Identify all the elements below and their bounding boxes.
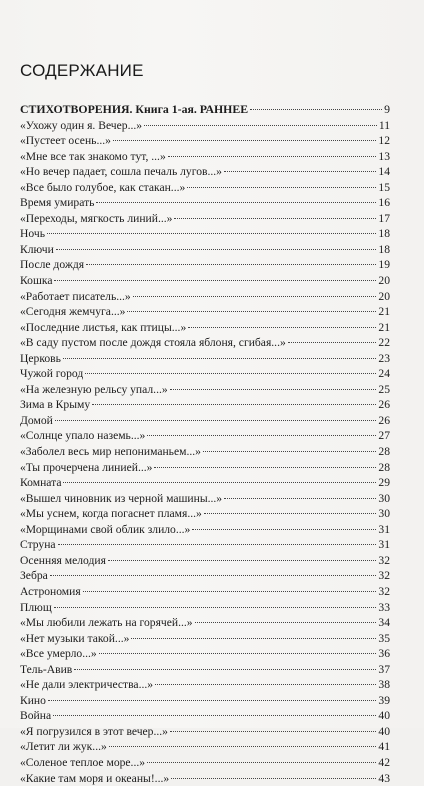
- dot-leader: [108, 560, 376, 561]
- toc-entry-page-number: 31: [378, 522, 390, 536]
- toc-entry: [20, 693, 390, 709]
- dot-leader: [147, 762, 376, 763]
- toc-entry: [20, 164, 390, 180]
- toc-entry-page-number: 18: [378, 227, 390, 241]
- toc-section-heading: [20, 102, 390, 118]
- toc-entry-title: «Ухожу один я. Вечер...»: [20, 118, 143, 132]
- toc-entry-page-number: 15: [378, 180, 390, 194]
- dot-leader: [188, 327, 376, 328]
- toc-entry: [20, 397, 390, 413]
- toc-entry-title: «Пустеет осень...»: [20, 134, 111, 148]
- toc-entry: [20, 491, 390, 507]
- toc-entry: [20, 460, 390, 476]
- toc-entry: [20, 289, 390, 305]
- dot-leader: [171, 778, 376, 779]
- toc-entry: [20, 304, 390, 320]
- dot-leader: [58, 544, 377, 545]
- toc-entry-title: «Солнце упало наземь...»: [20, 429, 146, 443]
- toc-entry-title: «Сегодня жемчуга...»: [20, 305, 126, 319]
- toc-entry-page-number: 12: [378, 134, 390, 148]
- dot-leader: [113, 140, 376, 141]
- toc-entry-page-number: 38: [378, 678, 390, 692]
- dot-leader: [170, 389, 377, 390]
- toc-entry: [20, 615, 390, 631]
- toc-entry: [20, 273, 390, 289]
- toc-entry-title: «Мне все так знакомо тут, ...»: [20, 149, 166, 163]
- dot-leader: [83, 591, 377, 592]
- toc-entry-page-number: 21: [378, 305, 390, 319]
- toc-entry-title: «Последние листья, как птицы...»: [20, 320, 187, 334]
- toc-entry-page-number: 32: [378, 553, 390, 567]
- dot-leader: [96, 202, 376, 203]
- toc-entry-page-number: 28: [378, 445, 390, 459]
- toc-entry-title: «Мы любили лежать на горячей...»: [20, 616, 193, 630]
- dot-leader: [224, 498, 376, 499]
- toc-entry: [20, 226, 390, 242]
- toc-entry-page-number: 11: [378, 118, 390, 132]
- toc-entry: [20, 428, 390, 444]
- toc-entry-page-number: 23: [378, 351, 390, 365]
- toc-entry: [20, 584, 390, 600]
- toc-entry: [20, 662, 390, 678]
- toc-entry-page-number: 43: [378, 771, 390, 785]
- toc-entry-page-number: 18: [378, 242, 390, 256]
- toc-entry-page-number: 29: [378, 476, 390, 490]
- toc-entry-title: «Я погрузился в этот вечер...»: [20, 724, 168, 738]
- dot-leader: [288, 342, 377, 343]
- toc-entry-page-number: 31: [378, 538, 390, 552]
- toc-entry-page-number: 26: [378, 398, 390, 412]
- toc-entry-title: «Заболел весь мир непониманьем...»: [20, 445, 201, 459]
- dot-leader: [203, 451, 376, 452]
- page-title: СОДЕРЖАНИЕ: [20, 61, 144, 80]
- dot-leader: [170, 731, 376, 732]
- toc-entry-title: «Все было голубое, как стакан...»: [20, 180, 186, 194]
- toc-entry-page-number: 33: [378, 600, 390, 614]
- toc-entry-title: «Переходы, мягкость линий...»: [20, 211, 173, 225]
- dot-leader: [109, 746, 377, 747]
- toc-entry-title: Домой: [20, 413, 53, 427]
- toc-entry-page-number: 35: [378, 631, 390, 645]
- toc-entry-title: «Работает писатель...»: [20, 289, 131, 303]
- toc-entry: [20, 739, 390, 755]
- toc-entry: [20, 537, 390, 553]
- toc-entry-title: Кошка: [20, 274, 53, 288]
- toc-entry-title: Кино: [20, 693, 46, 707]
- toc-entry-title: Время умирать: [20, 196, 95, 210]
- toc-entry-page-number: 9: [384, 102, 390, 116]
- toc-entry: [20, 257, 390, 273]
- toc-entry-page-number: 40: [378, 724, 390, 738]
- toc-entry-page-number: 20: [378, 274, 390, 288]
- toc-entry-title: Осенняя мелодия: [20, 553, 106, 567]
- toc-entry-title: «Летит ли жук...»: [20, 740, 107, 754]
- toc-entry-title: «Вышел чиновник из черной машины...»: [20, 491, 223, 505]
- toc-entry: [20, 475, 390, 491]
- dot-leader: [127, 311, 376, 312]
- toc-entry-title: «Все умерло...»: [20, 647, 97, 661]
- toc-entry: [20, 149, 390, 165]
- toc-entry: [20, 631, 390, 647]
- toc-entry-page-number: 32: [378, 584, 390, 598]
- dot-leader: [56, 249, 377, 250]
- dot-leader: [99, 653, 377, 654]
- toc-entry: [20, 242, 390, 258]
- toc-entry: [20, 211, 390, 227]
- dot-leader: [74, 669, 376, 670]
- toc-entry-title: Комната: [20, 476, 62, 490]
- toc-entry: [20, 382, 390, 398]
- toc-entry: [20, 646, 390, 662]
- toc-entry: [20, 118, 390, 134]
- toc-entry-title: Астрономия: [20, 584, 81, 598]
- dot-leader: [144, 125, 377, 126]
- dot-leader: [174, 218, 376, 219]
- toc-entry-page-number: 17: [378, 211, 390, 225]
- toc-entry: [20, 553, 390, 569]
- toc-entry-title: «Ты прочерчена линией...»: [20, 460, 153, 474]
- toc-entry-page-number: 30: [378, 507, 390, 521]
- dot-leader: [53, 715, 376, 716]
- toc-entry: [20, 708, 390, 724]
- toc-entry-title: Зима в Крыму: [20, 398, 91, 412]
- toc-entry-title: Плющ: [20, 600, 52, 614]
- toc-entry-page-number: 32: [378, 569, 390, 583]
- dot-leader: [63, 482, 376, 483]
- toc-entry-title: Война: [20, 709, 52, 723]
- dot-leader: [54, 607, 377, 608]
- dot-leader: [204, 513, 377, 514]
- toc-entry: [20, 195, 390, 211]
- toc-entry-title: «На железную рельсу упал...»: [20, 382, 168, 396]
- toc-entry: [20, 351, 390, 367]
- toc-entry-title: Тель-Авив: [20, 662, 73, 676]
- toc-entry-page-number: 40: [378, 709, 390, 723]
- dot-leader: [250, 109, 382, 110]
- dot-leader: [154, 467, 376, 468]
- toc-entry: [20, 568, 390, 584]
- toc-entry: [20, 771, 390, 786]
- dot-leader: [187, 187, 376, 188]
- toc-entry: [20, 366, 390, 382]
- toc-entry-title: Струна: [20, 538, 56, 552]
- dot-leader: [131, 638, 376, 639]
- toc-entry-page-number: 30: [378, 491, 390, 505]
- toc-entry-title: После дождя: [20, 258, 85, 272]
- dot-leader: [155, 684, 376, 685]
- toc-entry-title: «Но вечер падает, сошла печаль лугов...»: [20, 165, 222, 179]
- toc-entry-title: СТИХОТВОРЕНИЯ. Книга 1-ая. РАННЕЕ: [20, 102, 249, 116]
- toc-entry: [20, 413, 390, 429]
- toc-entry: [20, 133, 390, 149]
- toc-entry-page-number: 36: [378, 647, 390, 661]
- toc-entry: [20, 320, 390, 336]
- toc-entry-page-number: 21: [378, 320, 390, 334]
- toc-entry: [20, 444, 390, 460]
- dot-leader: [50, 575, 377, 576]
- toc-entry-page-number: 22: [378, 336, 390, 350]
- dot-leader: [85, 373, 376, 374]
- dot-leader: [48, 700, 376, 701]
- toc-entry-title: Зебра: [20, 569, 48, 583]
- toc-entry-page-number: 34: [378, 616, 390, 630]
- dot-leader: [168, 156, 377, 157]
- toc-entry: [20, 180, 390, 196]
- toc-entry: [20, 335, 390, 351]
- dot-leader: [92, 404, 376, 405]
- toc-entry-title: «Нет музыки такой...»: [20, 631, 130, 645]
- toc-entry-title: «В саду пустом после дождя стояла яблоня, сгибая...»: [20, 336, 286, 350]
- toc-entry-title: Чужой город: [20, 367, 84, 381]
- toc-entry-title: «Какие там моря и океаны!...»: [20, 771, 170, 785]
- toc-entry: [20, 677, 390, 693]
- dot-leader: [195, 622, 377, 623]
- dot-leader: [133, 296, 377, 297]
- toc-entry-page-number: 37: [378, 662, 390, 676]
- toc-entry-title: Церковь: [20, 351, 61, 365]
- dot-leader: [47, 233, 376, 234]
- toc-entry-page-number: 16: [378, 196, 390, 210]
- toc-entry-title: «Мы уснем, когда погаснет пламя...»: [20, 507, 202, 521]
- toc-entry-page-number: 26: [378, 413, 390, 427]
- toc-entry-page-number: 13: [378, 149, 390, 163]
- toc-entry-title: «Не дали электричества...»: [20, 678, 154, 692]
- toc-entry-page-number: 27: [378, 429, 390, 443]
- toc-entry-page-number: 41: [378, 740, 390, 754]
- toc-entry: [20, 506, 390, 522]
- toc-entry-page-number: 14: [378, 165, 390, 179]
- dot-leader: [192, 529, 376, 530]
- toc-entry-title: «Соленое теплое море...»: [20, 755, 146, 769]
- toc-entry-title: Ночь: [20, 227, 45, 241]
- dot-leader: [147, 435, 376, 436]
- dot-leader: [224, 171, 376, 172]
- dot-leader: [63, 358, 376, 359]
- dot-leader: [86, 264, 376, 265]
- toc-entry-page-number: 19: [378, 258, 390, 272]
- dot-leader: [54, 280, 376, 281]
- toc-entry: [20, 755, 390, 771]
- dot-leader: [55, 420, 377, 421]
- toc-entry-page-number: 39: [378, 693, 390, 707]
- toc-entry-page-number: 42: [378, 755, 390, 769]
- toc-entry-page-number: 24: [378, 367, 390, 381]
- toc-entry: [20, 600, 390, 616]
- toc-entry-page-number: 28: [378, 460, 390, 474]
- toc-entry-title: «Морщинами свой облик злило...»: [20, 522, 191, 536]
- toc-entry: [20, 724, 390, 740]
- toc-entry: [20, 522, 390, 538]
- toc-entry-title: Ключи: [20, 242, 54, 256]
- table-of-contents: [20, 102, 390, 786]
- toc-entry-page-number: 25: [378, 382, 390, 396]
- toc-entry-page-number: 20: [378, 289, 390, 303]
